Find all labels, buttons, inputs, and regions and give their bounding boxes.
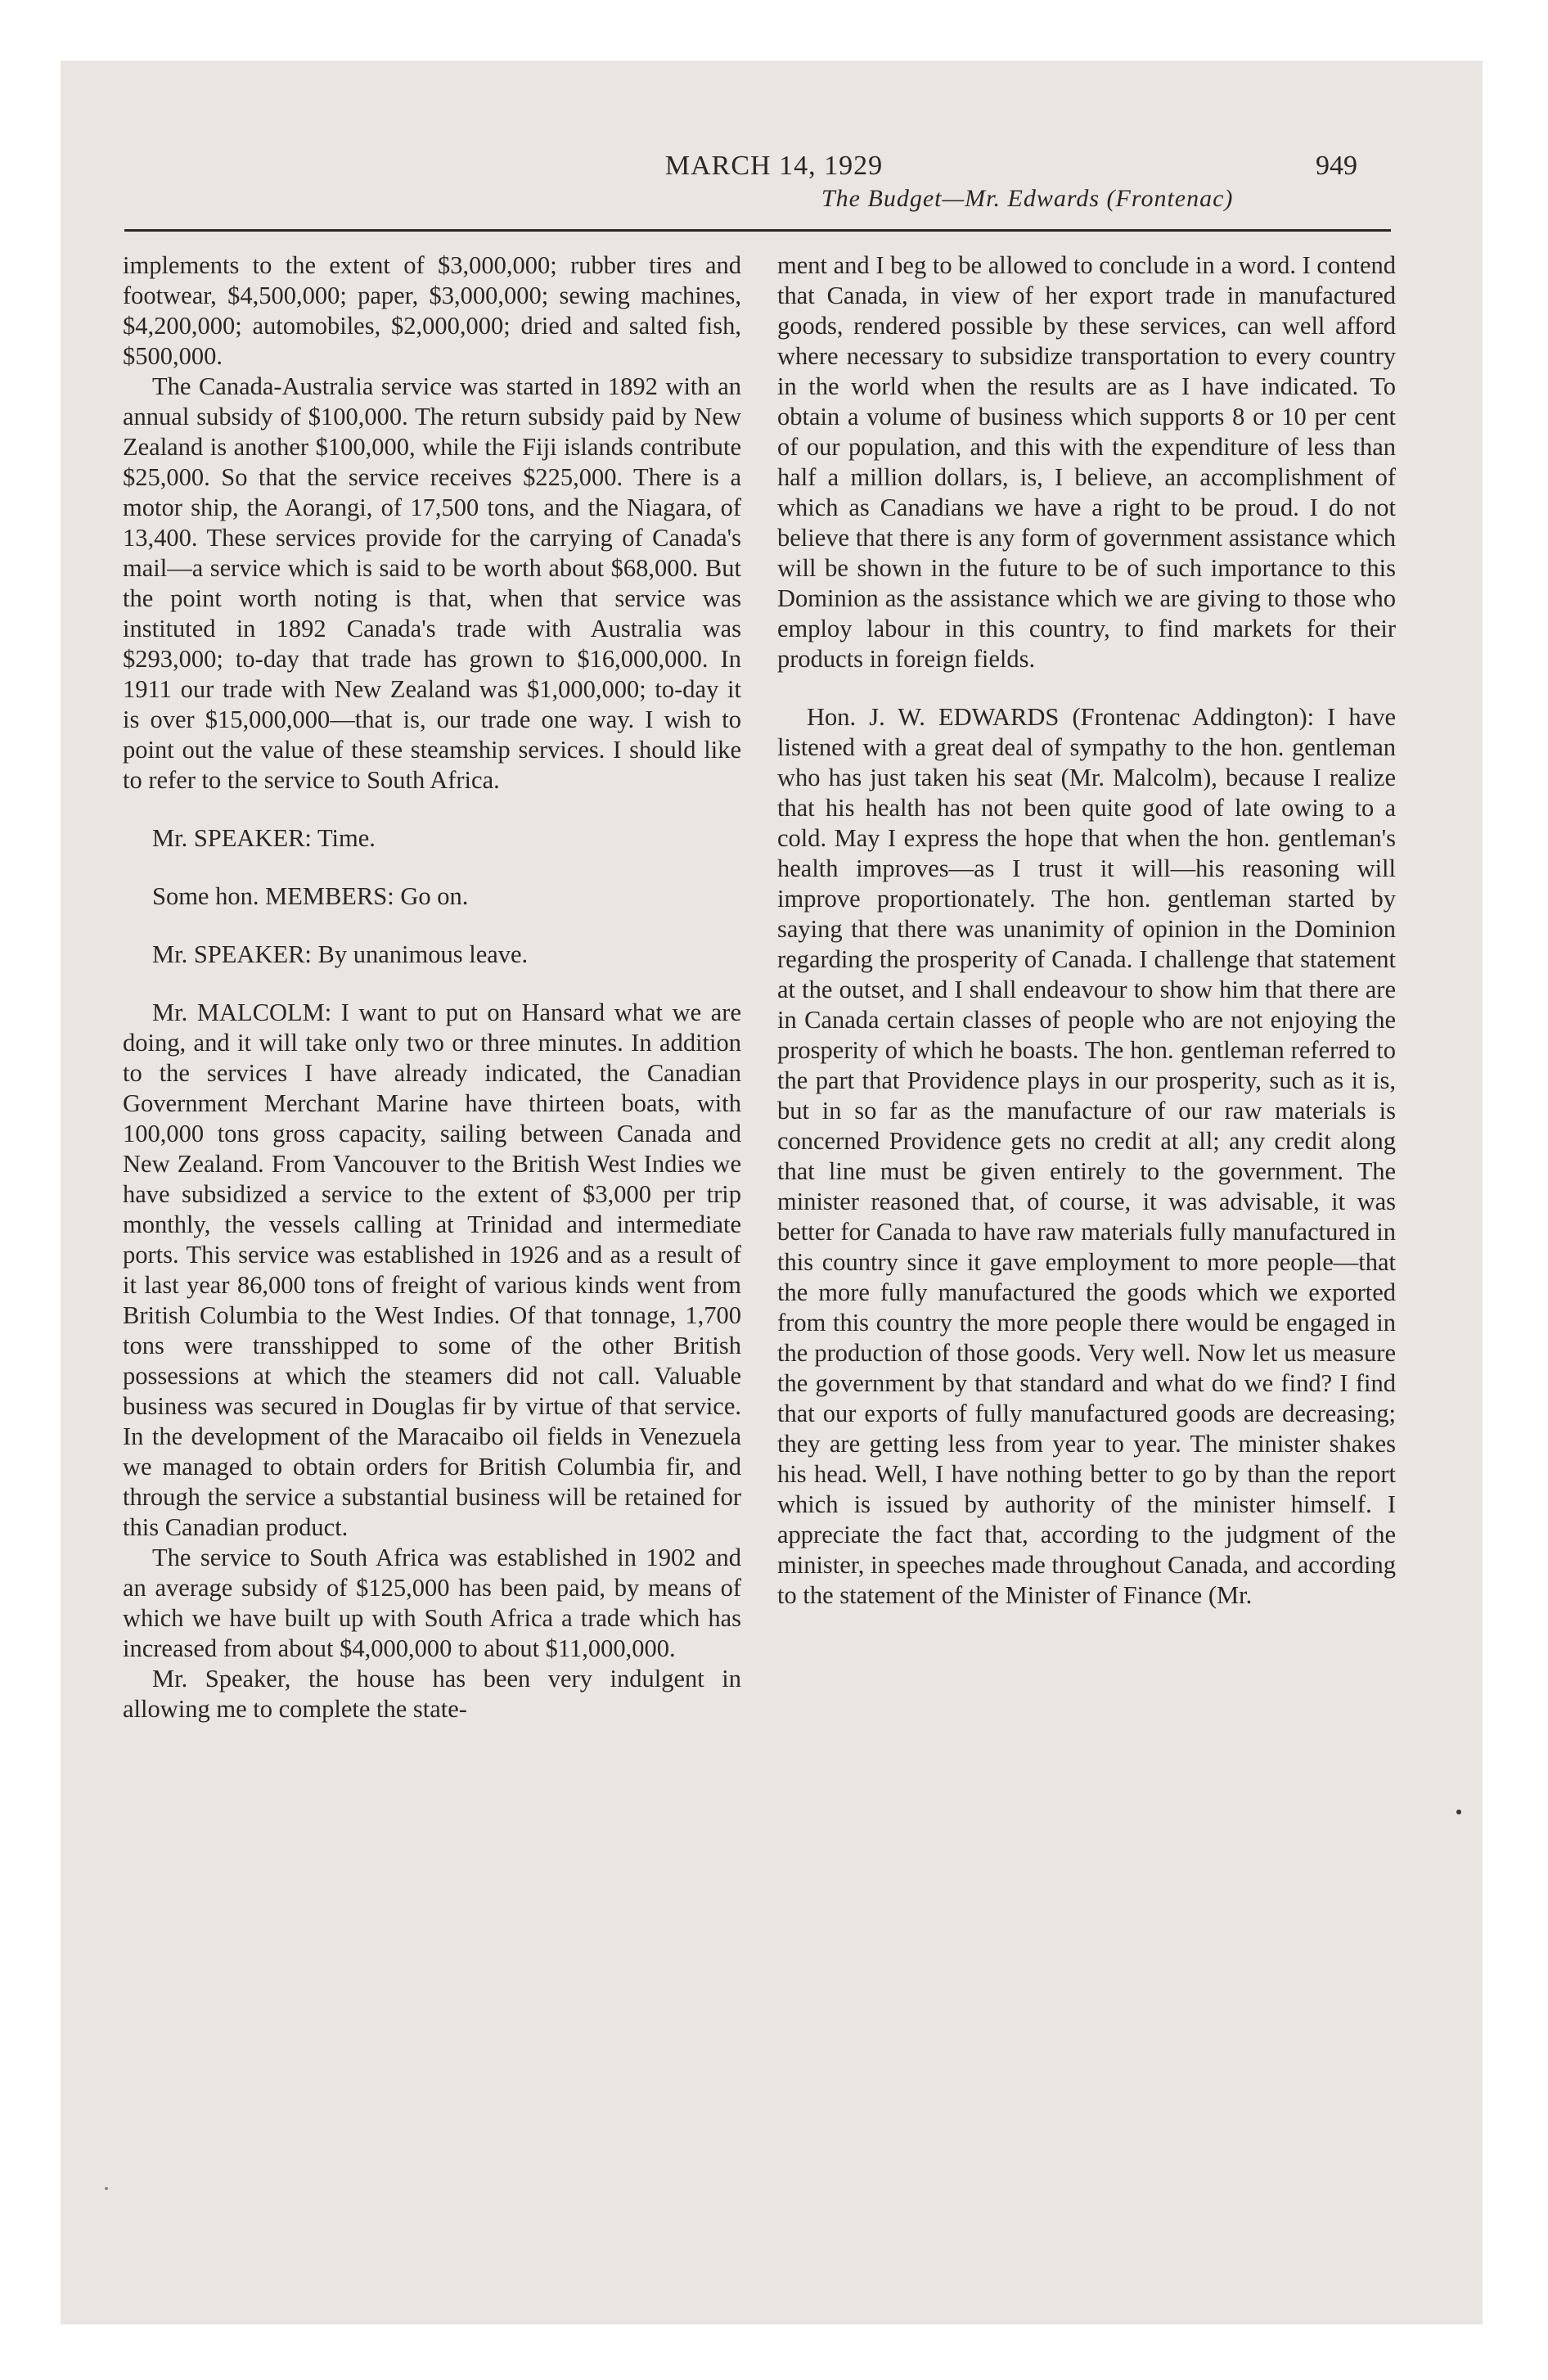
page-number: 949 — [1316, 151, 1357, 181]
margin-mark — [105, 2187, 108, 2190]
paragraph: The Canada-Australia service was started in 1892 with an annual subsidy of $100,000. The return subsidy paid by New Zealand is another $100,000, while the Fiji islands contribute $25,000. So that the service receives $225,000. There is a motor ship, the Aorangi, of 17,500 tons, and the Niagara, of 13,400. These services provide for the carrying of Canada's mail—a service which is said to be worth about $68,000. But the point worth noting is that, when that service was instituted in 1892 Canada's trade with Australia was $293,000; to-day that trade has grown to $16,000,000. In 1911 our trade with New Zealand was $1,000,000; to-day it is over $15,000,000—that is, our trade one way. I wish to point out the value of these steamship services. I should like to refer to the service to South Africa. — [123, 372, 741, 794]
paragraph: The service to South Africa was established in 1902 and an average subsidy of $125,000 has been paid, by means of which we have built up with South Africa a trade which has increased from about $4,000,000 to about $11,000,000. — [123, 1544, 741, 1662]
header-rule — [124, 229, 1391, 232]
paragraph: ment and I beg to be allowed to conclude in a word. I contend that Canada, in view of her export trade in manufactured goods, rendered possible by these services, can well afford where necessary to subsidize transportation to every country in the world when the results are as I have indicated. To obtain a volume of business which supports 8 or 10 per cent of our population, and this with the expenditure of less than half a million dollars, is, I believe, an accomplishment of which as Canadians we have a right to be proud. I do not believe that there is any form of government assistance which will be shown in the future to be of such importance to this Dominion as the assistance which we are giving to those who employ labour in this country, to find markets for their products in foreign fields. — [777, 251, 1396, 673]
paragraph: Mr. MALCOLM: I want to put on Hansard what we are doing, and it will take only two or three minutes. In addition to the services I have already indicated, the Canadian Government Merchant Marine have thirteen boats, with 100,000 tons gross capacity, sailing between Canada and New Zealand. From Vancouver to the British West Indies we have subsidized a service to the extent of $3,000 per trip monthly, the vessels calling at Trinidad and intermediate ports. This service was established in 1926 and as a result of it last year 86,000 tons of freight of various kinds went from British Columbia to the West Indies. Of that tonnage, 1,700 tons were transshipped to some of the other British possessions at which the steamers did not call. Valuable business was secured in Douglas fir by virtue of that service. In the development of the Maracaibo oil fields in Venezuela we managed to obtain orders for British Columbia fir, and through the service a substantial business will be retained for this Canadian product. — [123, 998, 741, 1541]
running-title: The Budget—Mr. Edwards (Frontenac) — [821, 185, 1234, 212]
speaker-line: Some hon. MEMBERS: Go on. — [152, 882, 469, 910]
paragraph: implements to the extent of $3,000,000; rubber tires and footwear, $4,500,000; paper, $3,000,000; sewing machines, $4,200,000; automobiles, $2,000,000; dried and salted fish, $500,000. — [123, 251, 741, 370]
paragraph: Hon. J. W. EDWARDS (Frontenac Addington): I have listened with a great deal of sympathy to the hon. gentleman who has just taken his seat (Mr. Malcolm), because I realize that his health has not been quite good of late owing to a cold. May I express the hope that when the hon. gentleman's health improves—as I trust it will—his reasoning will improve proportionately. The hon. gentleman started by saying that there was unanimity of opinion in the Dominion regarding the prosperity of Canada. I challenge that statement at the outset, and I shall endeavour to show him that there are in Canada certain classes of people who are not enjoying the prosperity of which he boasts. The hon. gentleman referred to the part that Providence plays in our prosperity, such as it is, but in so far as the manufacture of our raw materials is concerned Providence gets no credit at all; any credit along that line must be given entirely to the government. The minister reasoned that, of course, it was advisable, it was better for Canada to have raw materials fully manufactured in this country since it gave employment to more people—that the more fully manufactured the goods which we exported from this country the more people there would be engaged in the production of those goods. Very well. Now let us measure the government by that standard and what do we find? I find that our exports of fully manufactured goods are decreasing; they are getting less from year to year. The minister shakes his head. Well, I have nothing better to go by than the report which is issued by authority of the minister himself. I appreciate the fact that, according to the judgment of the minister, in speeches made throughout Canada, and according to the statement of the Minister of Finance (Mr. — [777, 703, 1396, 1609]
speaker-line: Mr. SPEAKER: Time. — [152, 824, 376, 852]
margin-mark — [1456, 1810, 1461, 1814]
speaker-line: Mr. SPEAKER: By unanimous leave. — [152, 940, 529, 968]
left-column — [123, 250, 741, 1724]
page-date: MARCH 14, 1929 — [664, 151, 884, 181]
paragraph: Mr. Speaker, the house has been very indulgent in allowing me to complete the state- — [123, 1665, 741, 1723]
right-column — [777, 250, 1396, 1611]
